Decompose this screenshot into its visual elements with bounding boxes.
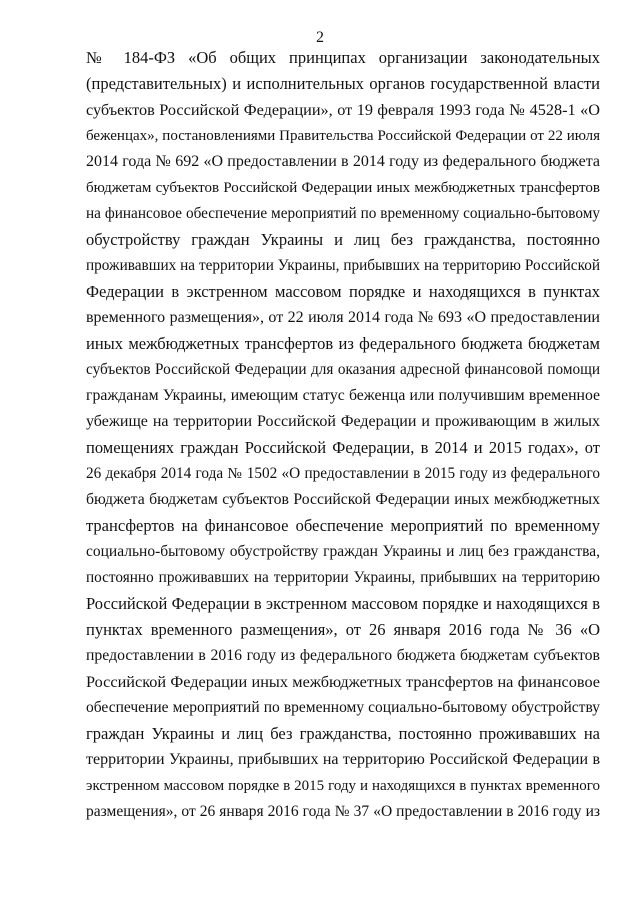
body-paragraph — [86, 45, 600, 825]
text-line: граждан Украины и лиц без гражданства, постоянно проживавших на — [86, 724, 600, 743]
text-line: иных межбюджетных трансфертов из федерального бюджета бюджетам — [86, 334, 600, 353]
text-line: трансфертов на финансовое обеспечение мероприятий по временному — [86, 516, 600, 535]
text-line: Федерации в экстренном массовом порядке и находящихся в пунктах — [86, 282, 600, 301]
text-line: обустройству граждан Украины и лиц без гражданства, постоянно — [86, 230, 600, 249]
text-line: бюджета бюджетам субъектов Российской Федерации иных межбюджетных — [86, 491, 600, 508]
text-line: беженцах», постановлениями Правительства Российской Федерации от 22 июля — [86, 128, 600, 144]
page-number: 2 — [316, 29, 324, 46]
text-line: социально-бытовому обустройству граждан Украины и лиц без гражданства, — [86, 543, 600, 560]
text-line: территории Украины, прибывших на территорию Российской Федерации в — [86, 751, 600, 768]
text-line: бюджетам субъектов Российской Федерации иных межбюджетных трансфертов — [86, 180, 600, 196]
text-line: проживавших на территории Украины, прибывших на территорию Российской — [86, 257, 600, 274]
text-line: гражданам Украины, имеющим статус беженца или получившим временное — [86, 387, 600, 404]
text-line: помещениях граждан Российской Федерации, в 2014 и 2015 годах», от — [86, 438, 600, 457]
text-line: 26 декабря 2014 года № 1502 «О предоставлении в 2015 году из федерального — [86, 465, 600, 482]
text-line: обеспечение мероприятий по временному социально-бытовому обустройству — [86, 699, 600, 716]
text-line: (представительных) и исполнительных органов государственной власти — [86, 74, 600, 93]
text-line: субъектов Российской Федерации для оказания адресной финансовой помощи — [86, 361, 600, 378]
text-line: пунктах временного размещения», от 26 января 2016 года № 36 «О — [86, 620, 600, 639]
text-line: № 184-ФЗ «Об общих принципах организации законодательных — [86, 48, 600, 67]
text-line: на финансовое обеспечение мероприятий по временному социально-бытовому — [86, 205, 600, 222]
text-line: Российской Федерации иных межбюджетных трансфертов на финансовое — [86, 673, 600, 691]
text-line: 2014 года № 692 «О предоставлении в 2014 году из федерального бюджета — [86, 153, 600, 170]
text-line: постоянно проживавших на территории Украины, прибывших на территорию — [86, 569, 600, 586]
text-line: размещения», от 26 января 2016 года № 37 «О предоставлении в 2016 году из — [86, 803, 600, 820]
text-line: предоставлении в 2016 году из федерального бюджета бюджетам субъектов — [86, 647, 600, 664]
text-line: убежище на территории Российской Федерации и проживающим в жилых — [86, 413, 600, 430]
text-line: экстренном массовом порядке в 2015 году и находящихся в пунктах временного — [86, 778, 600, 794]
text-line: Российской Федерации в экстренном массовом порядке и находящихся в — [86, 594, 600, 613]
text-line: временного размещения», от 22 июля 2014 года № 693 «О предоставлении — [86, 309, 600, 326]
text-line: субъектов Российской Федерации», от 19 февраля 1993 года № 4528-1 «О — [86, 101, 600, 119]
